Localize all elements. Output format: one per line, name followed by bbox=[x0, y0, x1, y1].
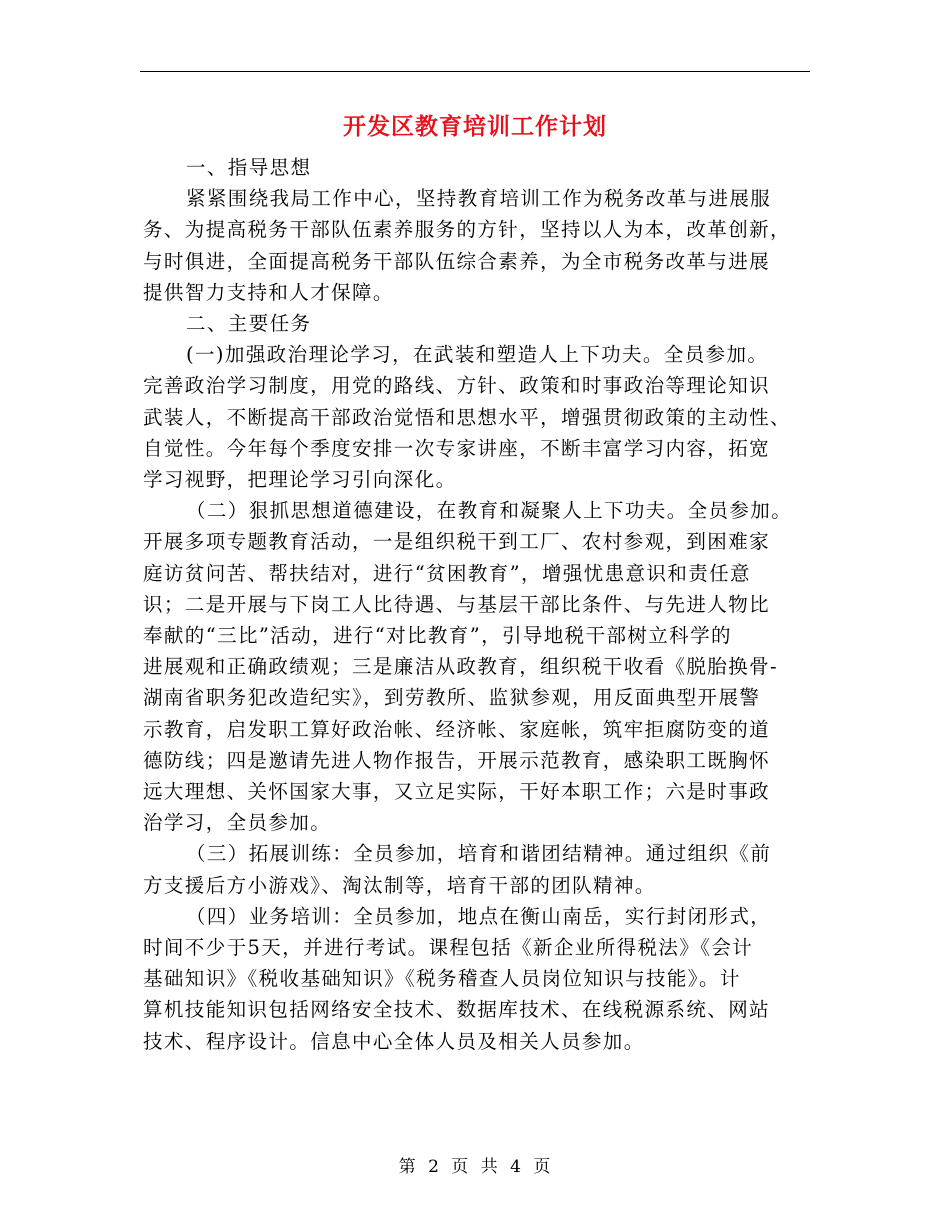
paragraph-line: 与时俱进，全面提高税务干部队伍综合素养，为全市税务改革与进展 bbox=[143, 249, 771, 273]
paragraph-line: 进展观和正确政绩观；三是廉洁从政教育，组织税干收看《脱胎换骨- bbox=[143, 655, 778, 679]
paragraph-line: 紧紧围绕我局工作中心，坚持教育培训工作为税务改革与进展服 bbox=[186, 187, 772, 211]
paragraph-line: 远大理想、关怀国家大事，又立足实际，干好本职工作；六是时事政 bbox=[143, 780, 771, 804]
paragraph-line: 完善政治学习制度，用党的路线、方针、政策和时事政治等理论知识 bbox=[143, 374, 771, 398]
paragraph-line: 时间不少于5天，并进行考试。课程包括《新企业所得税法》《会计 bbox=[143, 936, 754, 960]
paragraph-line: 示教育，启发职工算好政治帐、经济帐、家庭帐，筑牢拒腐防变的道 bbox=[143, 717, 771, 741]
header-rule bbox=[140, 71, 810, 72]
paragraph-line: 学习视野，把理论学习引向深化。 bbox=[143, 468, 457, 492]
document-title: 开发区教育培训工作计划 bbox=[343, 113, 607, 140]
section-heading-main-tasks: 二、主要任务 bbox=[186, 312, 312, 336]
paragraph-line: 治学习，全员参加。 bbox=[143, 811, 332, 835]
paragraph-line: 开展多项专题教育活动，一是组织税干到工厂、农村参观，到困难家 bbox=[143, 530, 771, 554]
paragraph-line: 提供智力支持和人才保障。 bbox=[143, 280, 394, 304]
paragraph-line: 自觉性。今年每个季度安排一次专家讲座，不断丰富学习内容，拓宽 bbox=[143, 436, 771, 460]
paragraph-line: 基础知识》《税收基础知识》《税务稽查人员岗位知识与技能》。计 bbox=[143, 967, 741, 991]
section-heading-guiding-ideology: 一、指导思想 bbox=[186, 156, 312, 179]
paragraph-line: 技术、程序设计。信息中心全体人员及相关人员参加。 bbox=[143, 1029, 645, 1053]
paragraph-line: （四）业务培训：全员参加，地点在衡山南岳，实行封闭形式， bbox=[186, 904, 772, 928]
paragraph-line: （二）狠抓思想道德建设，在教育和凝聚人上下功夫。全员参加。 bbox=[186, 499, 793, 523]
paragraph-line: 识；二是开展与下岗工人比待遇、与基层干部比条件、与先进人物比 bbox=[143, 592, 771, 616]
paragraph-line: （三）拓展训练：全员参加，培育和谐团结精神。通过组织《前 bbox=[186, 842, 772, 866]
paragraph-line: 奉献的“三比”活动，进行“对比教育”，引导地税干部树立科学的 bbox=[143, 624, 732, 648]
document-body bbox=[143, 152, 815, 1057]
paragraph-line: 务、为提高税务干部队伍素养服务的方针，坚持以人为本，改革创新， bbox=[143, 218, 791, 242]
paragraph-line: (一)加强政治理论学习，在武装和塑造人上下功夫。全员参加。 bbox=[186, 343, 769, 367]
paragraph-line: 湖南省职务犯改造纪实》，到劳教所、监狱参观，用反面典型开展警 bbox=[143, 686, 761, 710]
paragraph-line: 方支援后方小游戏》、淘汰制等，培育干部的团队精神。 bbox=[143, 873, 656, 897]
paragraph-line: 算机技能知识包括网络安全技术、数据库技术、在线税源系统、网站 bbox=[143, 998, 771, 1022]
page-number: 第 2 页 共 4 页 bbox=[398, 1157, 552, 1177]
paragraph-line: 庭访贫问苦、帮扶结对，进行“贫困教育”，增强忧患意识和责任意 bbox=[143, 561, 751, 585]
paragraph-line: 德防线；四是邀请先进人物作报告，开展示范教育，感染职工既胸怀 bbox=[143, 748, 771, 772]
paragraph-line: 武装人，不断提高干部政治觉悟和思想水平，增强贯彻政策的主动性、 bbox=[143, 405, 791, 429]
